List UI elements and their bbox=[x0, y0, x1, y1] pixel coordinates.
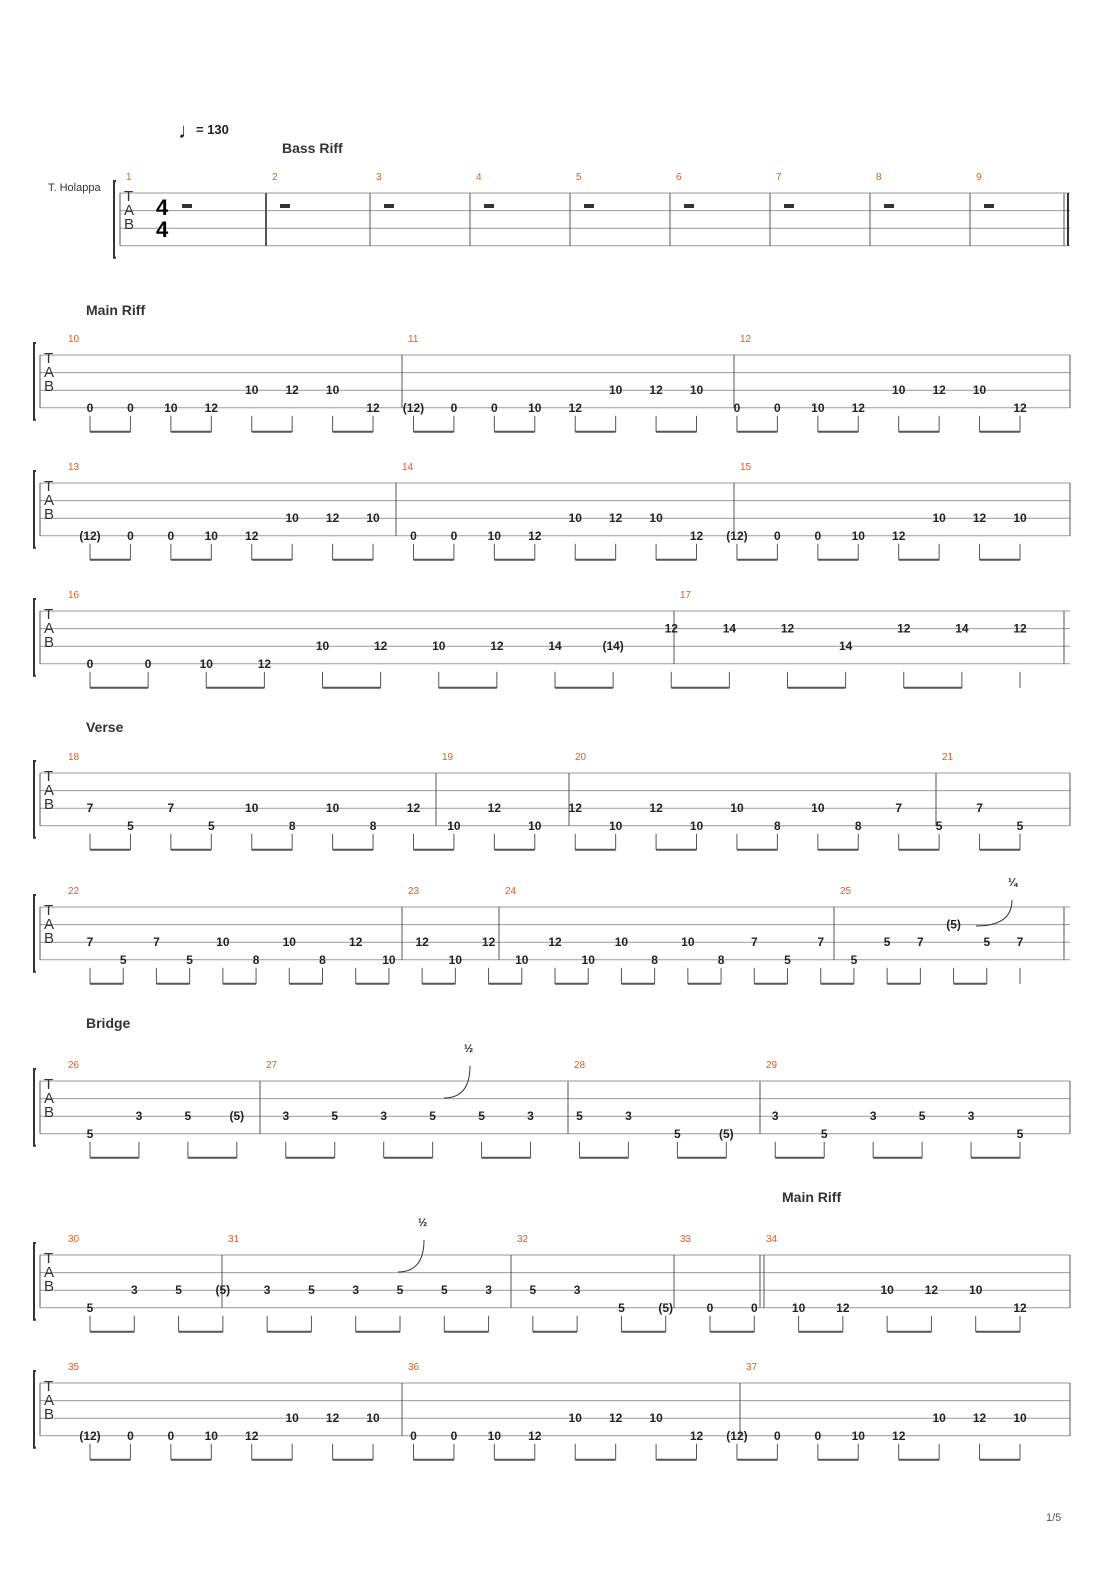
fret-number: 12 bbox=[892, 1428, 906, 1443]
fret-number: 0 bbox=[733, 400, 741, 415]
fret-number: 10 bbox=[1013, 1411, 1027, 1426]
fret-number: 5 bbox=[478, 1109, 485, 1124]
fret-number: 7 bbox=[1016, 935, 1024, 950]
fret-number: 5 bbox=[396, 1283, 404, 1298]
fret-number: 10 bbox=[204, 1428, 218, 1443]
fret-number: 10 bbox=[487, 528, 502, 543]
fret-number: 12 bbox=[245, 1428, 259, 1443]
fret-number: 5 bbox=[850, 952, 858, 967]
fret-number: 14 bbox=[955, 621, 969, 636]
system-bracket bbox=[34, 599, 36, 676]
fret-number: 5 bbox=[820, 1126, 828, 1141]
fret-number: 12 bbox=[568, 801, 582, 816]
fret-number: 10 bbox=[568, 1411, 582, 1426]
fret-number: (5) bbox=[718, 1126, 734, 1141]
system-bracket bbox=[34, 471, 36, 548]
measure-number: 26 bbox=[68, 1060, 80, 1071]
fret-number: 5 bbox=[618, 1300, 625, 1315]
fret-number: 10 bbox=[382, 952, 396, 967]
tab-clef-letter: T bbox=[124, 188, 134, 205]
fret-number: 12 bbox=[836, 1300, 850, 1315]
fret-number: 0 bbox=[127, 400, 134, 415]
fret-number: 3 bbox=[625, 1109, 632, 1124]
fret-number: 10 bbox=[614, 935, 629, 950]
fret-number: 3 bbox=[573, 1283, 581, 1298]
measure-number: 1 bbox=[126, 172, 132, 183]
fret-number: 10 bbox=[366, 511, 380, 526]
fret-number: 0 bbox=[86, 656, 94, 671]
tab-clef-letter: B bbox=[44, 378, 55, 395]
fret-number: 10 bbox=[204, 528, 218, 543]
fret-number: 0 bbox=[774, 400, 781, 415]
system-bracket bbox=[34, 1243, 36, 1320]
tempo-marking: = 130 bbox=[196, 122, 229, 137]
measure-number: 17 bbox=[680, 590, 692, 601]
fret-number: 10 bbox=[730, 801, 744, 816]
bend-half-label: ½ bbox=[418, 1217, 428, 1229]
fret-number: 12 bbox=[528, 1428, 542, 1443]
measure-number: 31 bbox=[228, 1234, 240, 1245]
section-label-bass-riff: Bass Riff bbox=[282, 140, 343, 156]
measure-number: 24 bbox=[505, 886, 517, 897]
measure-number: 2 bbox=[272, 172, 278, 183]
fret-number: 5 bbox=[576, 1109, 583, 1124]
fret-number: 10 bbox=[216, 935, 230, 950]
measure-number: 10 bbox=[68, 334, 80, 345]
fret-number: 10 bbox=[432, 639, 446, 654]
fret-number: 12 bbox=[780, 621, 795, 636]
measure-number: 4 bbox=[476, 172, 482, 183]
fret-number: 10 bbox=[1013, 511, 1027, 526]
fret-number: 10 bbox=[245, 383, 259, 398]
fret-number: 0 bbox=[706, 1300, 714, 1315]
tab-clef-letter: T bbox=[44, 902, 54, 919]
fret-number: 5 bbox=[935, 818, 943, 833]
fret-number: 7 bbox=[86, 801, 94, 816]
tab-clef-letter: B bbox=[44, 1104, 55, 1121]
fret-number: 10 bbox=[581, 952, 595, 967]
fret-number: 10 bbox=[689, 383, 704, 398]
measure-number: 7 bbox=[776, 172, 782, 183]
fret-number: 0 bbox=[774, 1428, 781, 1443]
measure-number: 36 bbox=[408, 1362, 420, 1373]
fret-number: 12 bbox=[897, 621, 911, 636]
fret-number: 0 bbox=[750, 1300, 758, 1315]
fret-number: 8 bbox=[774, 818, 781, 833]
whole-rest bbox=[384, 204, 394, 208]
fret-number: 5 bbox=[784, 952, 791, 967]
fret-number: (5) bbox=[658, 1300, 674, 1315]
whole-rest bbox=[584, 204, 594, 208]
fret-number: 12 bbox=[487, 801, 502, 816]
bend-arrow bbox=[976, 900, 1012, 926]
fret-number: 0 bbox=[450, 400, 458, 415]
fret-number: 12 bbox=[325, 1411, 340, 1426]
fret-number: 10 bbox=[515, 952, 529, 967]
fret-number: 10 bbox=[791, 1300, 806, 1315]
page-number: 1/5 bbox=[1046, 1512, 1062, 1524]
fret-number: 10 bbox=[892, 383, 906, 398]
system-bracket bbox=[34, 1371, 36, 1448]
fret-number: 3 bbox=[130, 1283, 138, 1298]
fret-number: 10 bbox=[932, 1411, 946, 1426]
tab-clef-letter: T bbox=[44, 1076, 54, 1093]
measure-number: 30 bbox=[68, 1234, 80, 1245]
tab-clef-letter: A bbox=[44, 364, 55, 381]
fret-number: (5) bbox=[215, 1283, 231, 1298]
bend-quarter-label: ¼ bbox=[1008, 877, 1018, 889]
fret-number: 5 bbox=[86, 1300, 94, 1315]
measure-number: 5 bbox=[576, 172, 582, 183]
fret-number: 0 bbox=[167, 528, 175, 543]
fret-number: 12 bbox=[972, 511, 987, 526]
measure-number: 8 bbox=[876, 172, 882, 183]
fret-number: 10 bbox=[851, 528, 865, 543]
fret-number: 7 bbox=[86, 935, 94, 950]
fret-number: (12) bbox=[402, 400, 425, 415]
fret-number: 12 bbox=[490, 639, 504, 654]
fret-number: 0 bbox=[127, 1428, 134, 1443]
tab-clef-letter: A bbox=[124, 202, 135, 219]
fret-number: 10 bbox=[528, 400, 542, 415]
fret-number: 12 bbox=[481, 935, 496, 950]
fret-number: 10 bbox=[164, 400, 178, 415]
fret-number: 12 bbox=[932, 383, 946, 398]
fret-number: 5 bbox=[983, 935, 991, 950]
fret-number: 12 bbox=[972, 1411, 987, 1426]
whole-rest bbox=[684, 204, 694, 208]
measure-number: 25 bbox=[840, 886, 852, 897]
fret-number: 12 bbox=[373, 639, 388, 654]
fret-number: 10 bbox=[689, 818, 704, 833]
section-label-bridge: Bridge bbox=[86, 1015, 131, 1031]
fret-number: 5 bbox=[918, 1109, 926, 1124]
fret-number: 5 bbox=[1016, 818, 1024, 833]
fret-number: 0 bbox=[410, 1428, 417, 1443]
fret-number: 3 bbox=[527, 1109, 534, 1124]
system-bracket bbox=[34, 895, 36, 972]
fret-number: 7 bbox=[153, 935, 160, 950]
fret-number: 10 bbox=[811, 801, 825, 816]
fret-number: 14 bbox=[548, 639, 562, 654]
fret-number: 5 bbox=[308, 1283, 315, 1298]
fret-number: 12 bbox=[689, 1428, 704, 1443]
tab-clef-letter: B bbox=[44, 506, 55, 523]
fret-number: 0 bbox=[814, 1428, 822, 1443]
fret-number: 12 bbox=[649, 383, 663, 398]
fret-number: 0 bbox=[127, 528, 134, 543]
tab-clef-letter: A bbox=[44, 492, 55, 509]
fret-number: 7 bbox=[917, 935, 924, 950]
measure-number: 12 bbox=[740, 334, 752, 345]
whole-rest bbox=[182, 204, 192, 208]
fret-number: 5 bbox=[529, 1283, 537, 1298]
measure-number: 16 bbox=[68, 590, 80, 601]
fret-number: 10 bbox=[325, 383, 340, 398]
fret-number: (12) bbox=[79, 1428, 101, 1443]
fret-number: 8 bbox=[854, 818, 862, 833]
measure-number: 11 bbox=[408, 334, 419, 345]
fret-number: 5 bbox=[674, 1126, 681, 1141]
fret-number: 0 bbox=[491, 400, 498, 415]
tab-clef-letter: T bbox=[44, 350, 54, 367]
fret-number: 10 bbox=[851, 1428, 865, 1443]
fret-number: 10 bbox=[325, 801, 340, 816]
fret-number: 5 bbox=[175, 1283, 182, 1298]
fret-number: 8 bbox=[252, 952, 260, 967]
system-bracket bbox=[34, 1069, 36, 1146]
fret-number: 5 bbox=[1016, 1126, 1024, 1141]
fret-number: 3 bbox=[135, 1109, 143, 1124]
fret-number: 10 bbox=[199, 656, 213, 671]
tab-clef-letter: A bbox=[44, 916, 55, 933]
fret-number: 3 bbox=[967, 1109, 975, 1124]
time-signature-top: 4 bbox=[156, 195, 169, 220]
tab-clef-letter: B bbox=[44, 796, 55, 813]
fret-number: 14 bbox=[722, 621, 737, 636]
fret-number: 0 bbox=[86, 400, 94, 415]
fret-number: 10 bbox=[282, 935, 296, 950]
measure-number: 14 bbox=[402, 462, 414, 473]
whole-rest bbox=[784, 204, 794, 208]
fret-number: 10 bbox=[969, 1283, 983, 1298]
bend-half-label: ½ bbox=[464, 1043, 474, 1055]
fret-number: 10 bbox=[608, 818, 623, 833]
measure-number: 33 bbox=[680, 1234, 692, 1245]
quarter-note-icon: ♩ bbox=[178, 118, 200, 143]
measure-number: 9 bbox=[976, 172, 982, 183]
time-signature-bottom: 4 bbox=[156, 217, 169, 242]
fret-number: 10 bbox=[285, 511, 299, 526]
fret-number: 12 bbox=[851, 400, 865, 415]
fret-number: 12 bbox=[1013, 1300, 1027, 1315]
measure-number: 20 bbox=[575, 752, 587, 763]
measure-number: 28 bbox=[574, 1060, 586, 1071]
fret-number: 0 bbox=[774, 528, 781, 543]
system-bracket bbox=[114, 181, 116, 258]
instrument-name: T. Holappa bbox=[48, 182, 101, 194]
fret-number: 5 bbox=[331, 1109, 339, 1124]
fret-number: 12 bbox=[924, 1283, 939, 1298]
fret-number: (5) bbox=[229, 1109, 245, 1124]
fret-number: 5 bbox=[440, 1283, 448, 1298]
section-label-verse: Verse bbox=[86, 719, 124, 735]
fret-number: 10 bbox=[681, 935, 695, 950]
tab-clef-letter: B bbox=[44, 1278, 55, 1295]
tab-clef-letter: A bbox=[44, 782, 55, 799]
fret-number: 12 bbox=[415, 935, 429, 950]
fret-number: 7 bbox=[817, 935, 825, 950]
section-label-main-riff: Main Riff bbox=[86, 302, 146, 318]
fret-number: 3 bbox=[352, 1283, 360, 1298]
fret-number: 12 bbox=[349, 935, 363, 950]
fret-number: 10 bbox=[972, 383, 987, 398]
system-bracket bbox=[34, 761, 36, 838]
tab-clef-letter: T bbox=[44, 768, 54, 785]
measure-number: 19 bbox=[442, 752, 454, 763]
fret-number: 10 bbox=[487, 1428, 502, 1443]
tab-clef-letter: B bbox=[124, 216, 135, 233]
fret-number: 10 bbox=[811, 400, 825, 415]
tab-clef-letter: A bbox=[44, 620, 55, 637]
fret-number: (14) bbox=[602, 639, 624, 654]
bend-arrow bbox=[398, 1240, 424, 1272]
fret-number: 10 bbox=[448, 952, 463, 967]
whole-rest bbox=[884, 204, 894, 208]
fret-number: 3 bbox=[263, 1283, 271, 1298]
fret-number: 12 bbox=[548, 935, 562, 950]
fret-number: 10 bbox=[366, 1411, 380, 1426]
fret-number: 3 bbox=[869, 1109, 877, 1124]
fret-number: 12 bbox=[528, 528, 542, 543]
fret-number: 12 bbox=[325, 511, 340, 526]
measure-number: 32 bbox=[517, 1234, 529, 1245]
fret-number: 12 bbox=[257, 656, 272, 671]
fret-number: 8 bbox=[319, 952, 326, 967]
fret-number: 0 bbox=[144, 656, 152, 671]
measure-number: 21 bbox=[942, 752, 954, 763]
measure-number: 22 bbox=[68, 886, 80, 897]
fret-number: 12 bbox=[649, 801, 663, 816]
fret-number: 0 bbox=[450, 1428, 458, 1443]
fret-number: 3 bbox=[380, 1109, 388, 1124]
fret-number: 5 bbox=[207, 818, 215, 833]
fret-number: 12 bbox=[366, 400, 380, 415]
tab-clef-letter: T bbox=[44, 1250, 54, 1267]
tab-clef-letter: T bbox=[44, 606, 54, 623]
fret-number: 3 bbox=[282, 1109, 290, 1124]
tab-clef-letter: A bbox=[44, 1392, 55, 1409]
fret-number: 8 bbox=[369, 818, 377, 833]
fret-number: 12 bbox=[406, 801, 421, 816]
fret-number: 10 bbox=[649, 1411, 663, 1426]
fret-number: 10 bbox=[285, 1411, 299, 1426]
fret-number: 12 bbox=[1013, 400, 1027, 415]
measure-number: 18 bbox=[68, 752, 80, 763]
tab-clef-letter: B bbox=[44, 634, 55, 651]
fret-number: 3 bbox=[485, 1283, 492, 1298]
fret-number: 0 bbox=[167, 1428, 175, 1443]
measure-number: 35 bbox=[68, 1362, 80, 1373]
system-bracket bbox=[34, 343, 36, 420]
whole-rest bbox=[484, 204, 494, 208]
fret-number: 12 bbox=[245, 528, 259, 543]
fret-number: 10 bbox=[932, 511, 946, 526]
fret-number: 12 bbox=[664, 621, 678, 636]
measure-number: 27 bbox=[266, 1060, 278, 1071]
measure-number: 13 bbox=[68, 462, 80, 473]
measure-number: 37 bbox=[746, 1362, 758, 1373]
section-label-main-riff-return: Main Riff bbox=[782, 1189, 842, 1205]
fret-number: 10 bbox=[880, 1283, 894, 1298]
fret-number: 5 bbox=[119, 952, 127, 967]
bend-arrow bbox=[444, 1066, 470, 1098]
fret-number: 10 bbox=[528, 818, 542, 833]
measure-number: 23 bbox=[408, 886, 420, 897]
fret-number: 5 bbox=[184, 1109, 192, 1124]
fret-number: 12 bbox=[689, 528, 704, 543]
fret-number: 12 bbox=[892, 528, 906, 543]
fret-number: 5 bbox=[186, 952, 193, 967]
measure-number: 3 bbox=[376, 172, 382, 183]
whole-rest bbox=[984, 204, 994, 208]
fret-number: 14 bbox=[838, 639, 853, 654]
fret-number: 10 bbox=[447, 818, 461, 833]
tab-clef-letter: T bbox=[44, 1378, 54, 1395]
fret-number: 12 bbox=[204, 400, 218, 415]
fret-number: 0 bbox=[410, 528, 417, 543]
measure-number: 29 bbox=[766, 1060, 778, 1071]
fret-number: (12) bbox=[79, 528, 101, 543]
fret-number: 10 bbox=[649, 511, 663, 526]
fret-number: 7 bbox=[976, 801, 983, 816]
fret-number: 7 bbox=[750, 935, 758, 950]
fret-number: 5 bbox=[127, 818, 134, 833]
fret-number: 0 bbox=[450, 528, 458, 543]
fret-number: 10 bbox=[608, 383, 623, 398]
tab-clef-letter: T bbox=[44, 478, 54, 495]
fret-number: 5 bbox=[86, 1126, 94, 1141]
fret-number: 0 bbox=[814, 528, 822, 543]
fret-number: 5 bbox=[883, 935, 891, 950]
fret-number: 5 bbox=[429, 1109, 436, 1124]
fret-number: 3 bbox=[771, 1109, 779, 1124]
fret-number: (5) bbox=[946, 917, 961, 932]
fret-number: 12 bbox=[608, 511, 623, 526]
fret-number: 7 bbox=[167, 801, 175, 816]
fret-number: 8 bbox=[288, 818, 296, 833]
fret-number: 12 bbox=[608, 1411, 623, 1426]
fret-number: 10 bbox=[568, 511, 582, 526]
fret-number: 8 bbox=[717, 952, 725, 967]
tab-clef-letter: B bbox=[44, 930, 55, 947]
tab-clef-letter: B bbox=[44, 1406, 55, 1423]
fret-number: (12) bbox=[726, 1428, 748, 1443]
measure-number: 6 bbox=[676, 172, 682, 183]
fret-number: 8 bbox=[651, 952, 658, 967]
fret-number: 10 bbox=[315, 639, 330, 654]
fret-number: 12 bbox=[285, 383, 299, 398]
measure-number: 15 bbox=[740, 462, 752, 473]
tab-clef-letter: A bbox=[44, 1264, 55, 1281]
whole-rest bbox=[280, 204, 290, 208]
measure-number: 34 bbox=[766, 1234, 778, 1245]
fret-number: 7 bbox=[895, 801, 903, 816]
fret-number: (12) bbox=[726, 528, 748, 543]
fret-number: 10 bbox=[245, 801, 259, 816]
fret-number: 12 bbox=[568, 400, 582, 415]
fret-number: 12 bbox=[1013, 621, 1027, 636]
tab-clef-letter: A bbox=[44, 1090, 55, 1107]
